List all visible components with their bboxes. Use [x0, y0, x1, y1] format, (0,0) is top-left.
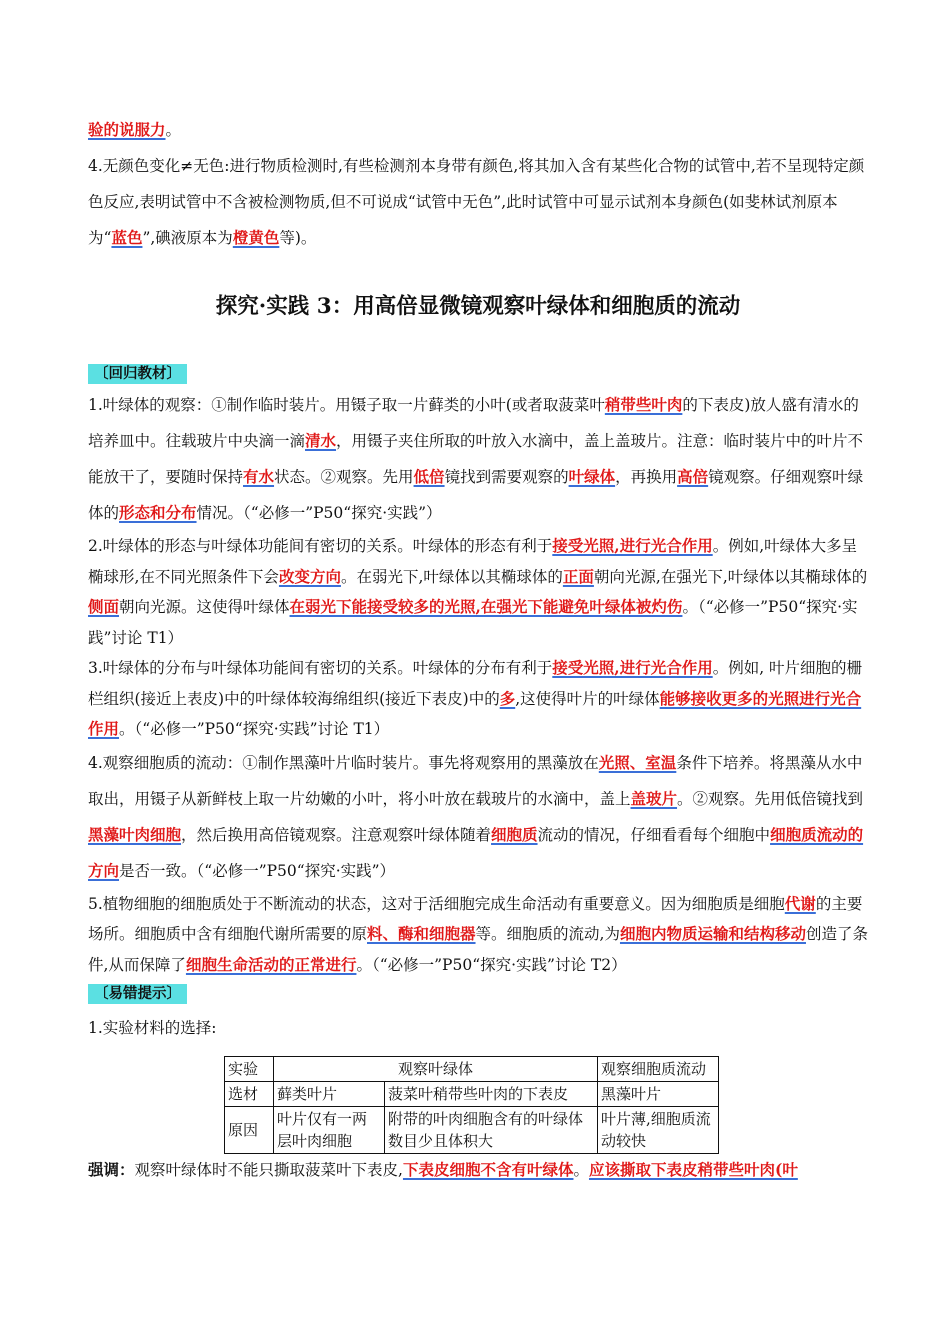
text: 1.叶绿体的观察：①制作临时装片。用镊子取一片藓类的小叶(或者取菠菜叶: [88, 396, 605, 414]
text: 。例如,叶绿体大多呈椭球形,在不同光照条件下会: [88, 537, 858, 586]
text: 条件下培养。将黑藻从水中取出，用镊子从新鲜枝上取一片幼嫩的小叶，将小叶放在载玻片的水滴中，盖上: [88, 753, 863, 808]
text: 镜观察。仔细观察叶绿体的: [88, 468, 864, 522]
highlight: 细胞生命活动的正常进行: [185, 954, 357, 974]
table-cell: 叶片薄,细胞质流动较快: [598, 1107, 719, 1154]
text: 。: [165, 121, 182, 139]
highlight: 叶绿体: [568, 467, 616, 486]
tag-row: [88, 364, 868, 384]
highlight: 黑藻叶肉细胞: [88, 824, 182, 844]
highlight: 光照、室温: [598, 752, 677, 772]
paragraph-3: [88, 653, 868, 745]
text: 5.植物细胞的细胞质处于不断流动的状态，这对于活细胞完成生命活动有重要意义。因为细胞质是细胞: [88, 894, 785, 913]
text: 。例如, 叶片细胞的栅栏组织(接近上表皮)中的叶绿体较海绵组织(接近下表皮)中的: [88, 659, 863, 708]
table-cell: 观察细胞质流动: [598, 1057, 719, 1082]
materials-table: [224, 1056, 719, 1154]
stress-label: 强调：: [88, 1160, 135, 1179]
table-row: [225, 1107, 719, 1154]
paragraph-5: [88, 889, 868, 981]
text: ，再换用: [615, 468, 678, 486]
text: 4.观察细胞质的流动：①制作黑藻叶片临时装片。事先将观察用的黑藻放在: [88, 753, 599, 772]
highlight: 验的说服力: [88, 120, 166, 139]
highlight: 高倍: [677, 467, 709, 486]
text: 。（“必修一”P50“探究·实践”讨论 T1）: [88, 598, 858, 647]
text: 。: [573, 1161, 589, 1179]
text: ”,碘液原本为: [142, 229, 233, 247]
highlight: 能够接收更多的光照进行光合作用: [88, 688, 862, 738]
text: 2.叶绿体的形态与叶绿体功能间有密切的关系。叶绿体的形态有利于: [88, 537, 553, 555]
stress-note: [88, 1156, 868, 1184]
text: 3.叶绿体的分布与叶绿体功能间有密切的关系。叶绿体的分布有利于: [88, 659, 553, 677]
text: 朝向光源,在强光下,叶绿体以其椭球体的: [593, 567, 868, 586]
section-tag-mistakes: 〔易错提示〕: [88, 984, 187, 1004]
highlight: 细胞质: [491, 824, 538, 844]
text: 创造了条件,从而保障了: [88, 925, 868, 974]
text: 等)。: [279, 229, 317, 247]
table-cell: 附带的叶肉细胞含有的叶绿体数目少且体积大: [385, 1107, 598, 1154]
section-title: 探究·实践 3：用高倍显微镜观察叶绿体和细胞质的流动: [215, 294, 741, 319]
text: 的主要场所。细胞质中含有细胞代谢所需要的原: [88, 894, 863, 943]
highlight: 改变方向: [278, 566, 341, 586]
highlight: 橙黄色: [232, 228, 280, 247]
text: 状态。②观察。先用: [274, 468, 414, 486]
highlight: 细胞内物质运输和结构移动: [619, 924, 806, 943]
text: ，然后换用高倍镜观察。注意观察叶绿体随着: [181, 825, 492, 844]
tag-row: [88, 984, 868, 1004]
highlight: 细胞质流动的方向: [88, 824, 864, 880]
text: ,这使得叶片的叶绿体: [515, 689, 660, 708]
table-cell: 菠菜叶稍带些叶肉的下表皮: [385, 1082, 598, 1107]
text: 。（“必修一”P50“探究·实践”讨论 T1）: [119, 720, 390, 738]
table-row: [225, 1057, 719, 1082]
text: 观察叶绿体时不能只撕取菠菜叶下表皮,: [134, 1161, 403, 1179]
highlight: 多: [499, 688, 516, 708]
highlight: 清水: [305, 431, 337, 450]
document-page: [88, 112, 868, 1184]
table-cell: 叶片仅有一两层叶肉细胞: [274, 1107, 385, 1154]
highlight: 正面: [562, 566, 594, 586]
highlight: 在弱光下能接受较多的光照,在强光下能避免叶绿体被灼伤: [289, 597, 683, 616]
paragraph-materials: 1.实验材料的选择:: [88, 1019, 217, 1037]
highlight: 下表皮细胞不含有叶绿体: [402, 1160, 574, 1179]
text: ，用镊子夹住所取的叶放入水滴中，盖上盖玻片。注意：临时装片中的叶片不能放干了，要随时保持: [88, 432, 864, 486]
text: 。（“必修一”P50“探究·实践”讨论 T2）: [356, 955, 627, 974]
table-cell: 原因: [225, 1107, 274, 1154]
highlight: 应该撕取下表皮稍带些叶肉: [588, 1160, 775, 1179]
text: 等。细胞质的流动,为: [475, 925, 620, 943]
table-cell: 黑藻叶片: [598, 1082, 719, 1107]
highlight: 有水: [243, 467, 275, 486]
highlight: 代谢: [784, 893, 816, 913]
paragraph-4: [88, 745, 868, 889]
section-tag-review: 〔回归教材〕: [88, 364, 187, 384]
highlight: 料、酶和细胞器: [367, 924, 476, 943]
text: 是否一致。（“必修一”P50“探究·实践”）: [119, 861, 396, 880]
highlight: 低倍: [413, 467, 445, 486]
table-row: [225, 1082, 719, 1107]
highlight: (叶: [775, 1160, 798, 1179]
table-cell: 实验: [225, 1057, 274, 1082]
table-cell: 藓类叶片: [274, 1082, 385, 1107]
paragraph-4-no-color: [88, 148, 868, 256]
text: 流动的情况，仔细看看每个细胞中: [537, 825, 771, 844]
highlight: 蓝色: [111, 228, 143, 247]
table-cell: 选材: [225, 1082, 274, 1107]
text: 朝向光源。这使得叶绿体: [119, 598, 290, 616]
highlight: 接受光照,进行光合作用: [552, 658, 713, 677]
text: 4.无颜色变化≠无色:进行物质检测时,有些检测剂本身带有颜色,将其加入含有某些化合物的试管中,若不呈现特定颜色反应,表明试管中不含被检测物质,但不可说成“试管中无色”,此时试管中可显示试剂本身颜色(如斐林试剂原本为“: [88, 157, 865, 247]
highlight: 盖玻片: [630, 788, 678, 808]
highlight: 侧面: [88, 597, 120, 616]
highlight: 接受光照,进行光合作用: [552, 536, 713, 555]
text: 情况。（“必修一”P50“探究·实践”）: [196, 504, 442, 522]
highlight: 稍带些叶肉: [604, 395, 683, 414]
text: 镜找到需要观察的: [444, 468, 569, 486]
paragraph-1: [88, 387, 868, 531]
paragraph-2: [88, 531, 868, 653]
highlight: 形态和分布: [119, 503, 197, 522]
table-cell: 观察叶绿体: [274, 1057, 598, 1082]
paragraph-continued: [88, 112, 868, 148]
text: 。②观察。先用低倍镜找到: [677, 789, 864, 808]
text: 。在弱光下,叶绿体以其椭球体的: [340, 567, 563, 586]
text: 的下表皮)放人盛有清水的培养皿中。往载玻片中央滴一滴: [88, 396, 859, 450]
